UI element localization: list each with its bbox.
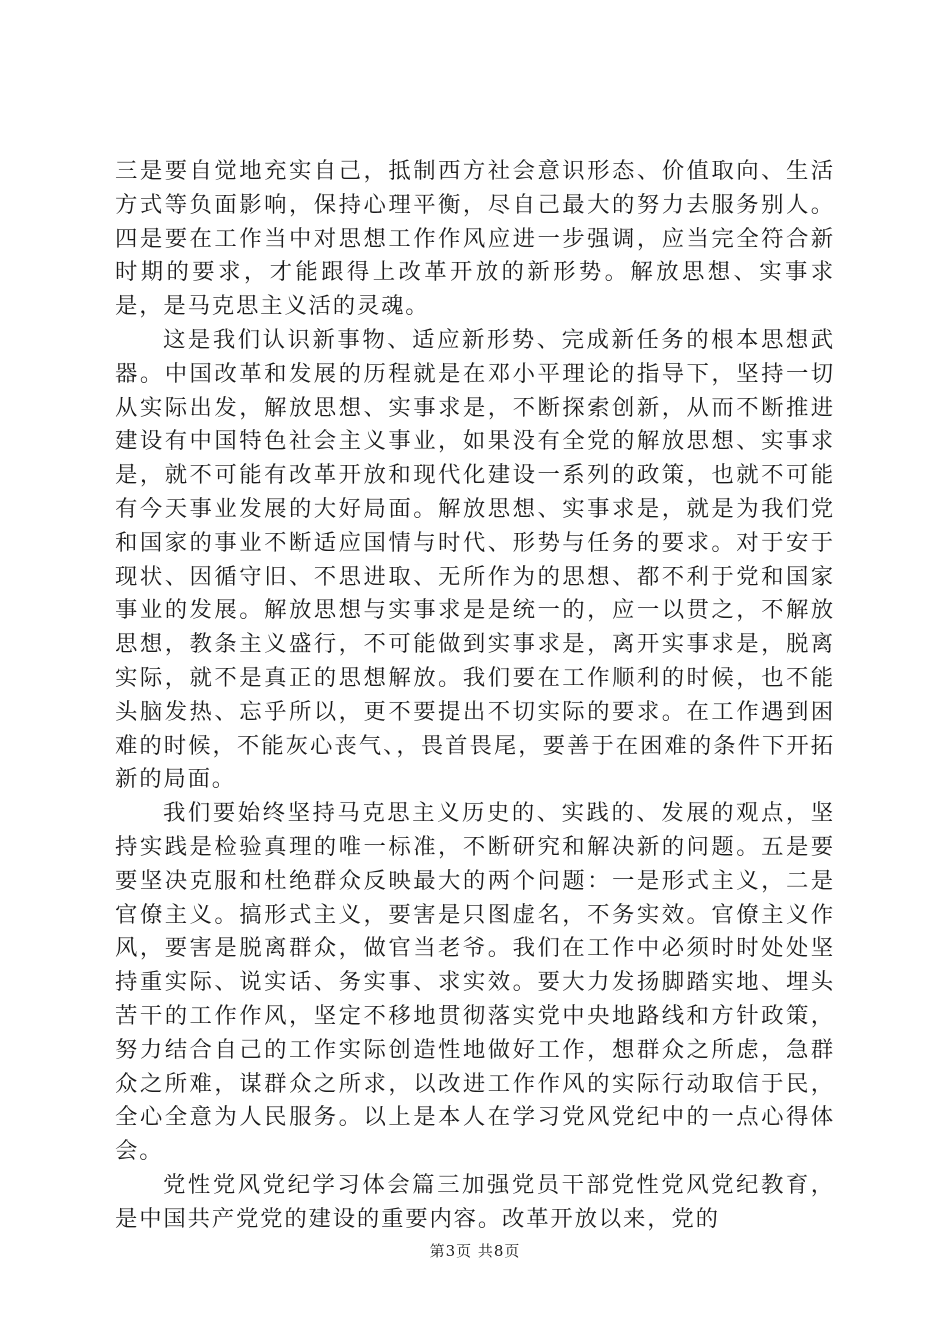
document-body — [115, 155, 835, 1237]
paragraph-2: 这是我们认识新事物、适应新形势、完成新任务的根本思想武器。中国改革和发展的历程就是在邓小平理论的指导下，坚持一切从实际出发，解放思想、实事求是，不断探索创新，从而不断推进建设有中国特色社会主义事业，如果没有全党的解放思想、实事求是，就不可能有改革开放和现代化建设一系列的政策，也就不可能有今天事业发展的大好局面。解放思想、实事求是，就是为我们党和国家的事业不断适应国情与时代、形势与任务的要求。对于安于现状、因循守旧、不思进取、无所作为的思想、都不利于党和国家事业的发展。解放思想与实事求是是统一的，应一以贯之，不解放思想，教条主义盛行，不可能做到实事求是，离开实事求是，脱离实际，就不是真正的思想解放。我们要在工作顺利的时候，也不能头脑发热、忘乎所以，更不要提出不切实际的要求。在工作遇到困难的时候，不能灰心丧气、，畏首畏尾，要善于在困难的条件下开拓新的局面。 — [115, 326, 835, 793]
paragraph-4: 党性党风党纪学习体会篇三加强党员干部党性党风党纪教育，是中国共产党党的建设的重要内容。改革开放以来，党的 — [115, 1171, 835, 1232]
paragraph-1: 三是要自觉地充实自己，抵制西方社会意识形态、价值取向、生活方式等负面影响，保持心理平衡，尽自己最大的努力去服务别人。四是要在工作当中对思想工作作风应进一步强调，应当完全符合新时期的要求，才能跟得上改革开放的新形势。解放思想、实事求是，是马克思主义活的灵魂。 — [115, 158, 835, 320]
paragraph-3: 我们要始终坚持马克思主义历史的、实践的、发展的观点，坚持实践是检验真理的唯一标准，不断研究和解决新的问题。五是要要坚决克服和杜绝群众反映最大的两个问题：一是形式主义，二是官僚主义。搞形式主义，要害是只图虚名，不务实效。官僚主义作风，要害是脱离群众，做官当老爷。我们在工作中必须时时处处坚持重实际、说实话、务实事、求实效。要大力发扬脚踏实地、埋头苦干的工作作风，坚定不移地贯彻落实党中央地路线和方针政策，努力结合自己的工作实际创造性地做好工作，想群众之所虑，急群众之所难，谋群众之所求，以改进工作作风的实际行动取信于民，全心全意为人民服务。以上是本人在学习党风党纪中的一点心得体会。 — [115, 800, 835, 1165]
page-footer: 第3页 共8页 — [429, 1242, 521, 1260]
